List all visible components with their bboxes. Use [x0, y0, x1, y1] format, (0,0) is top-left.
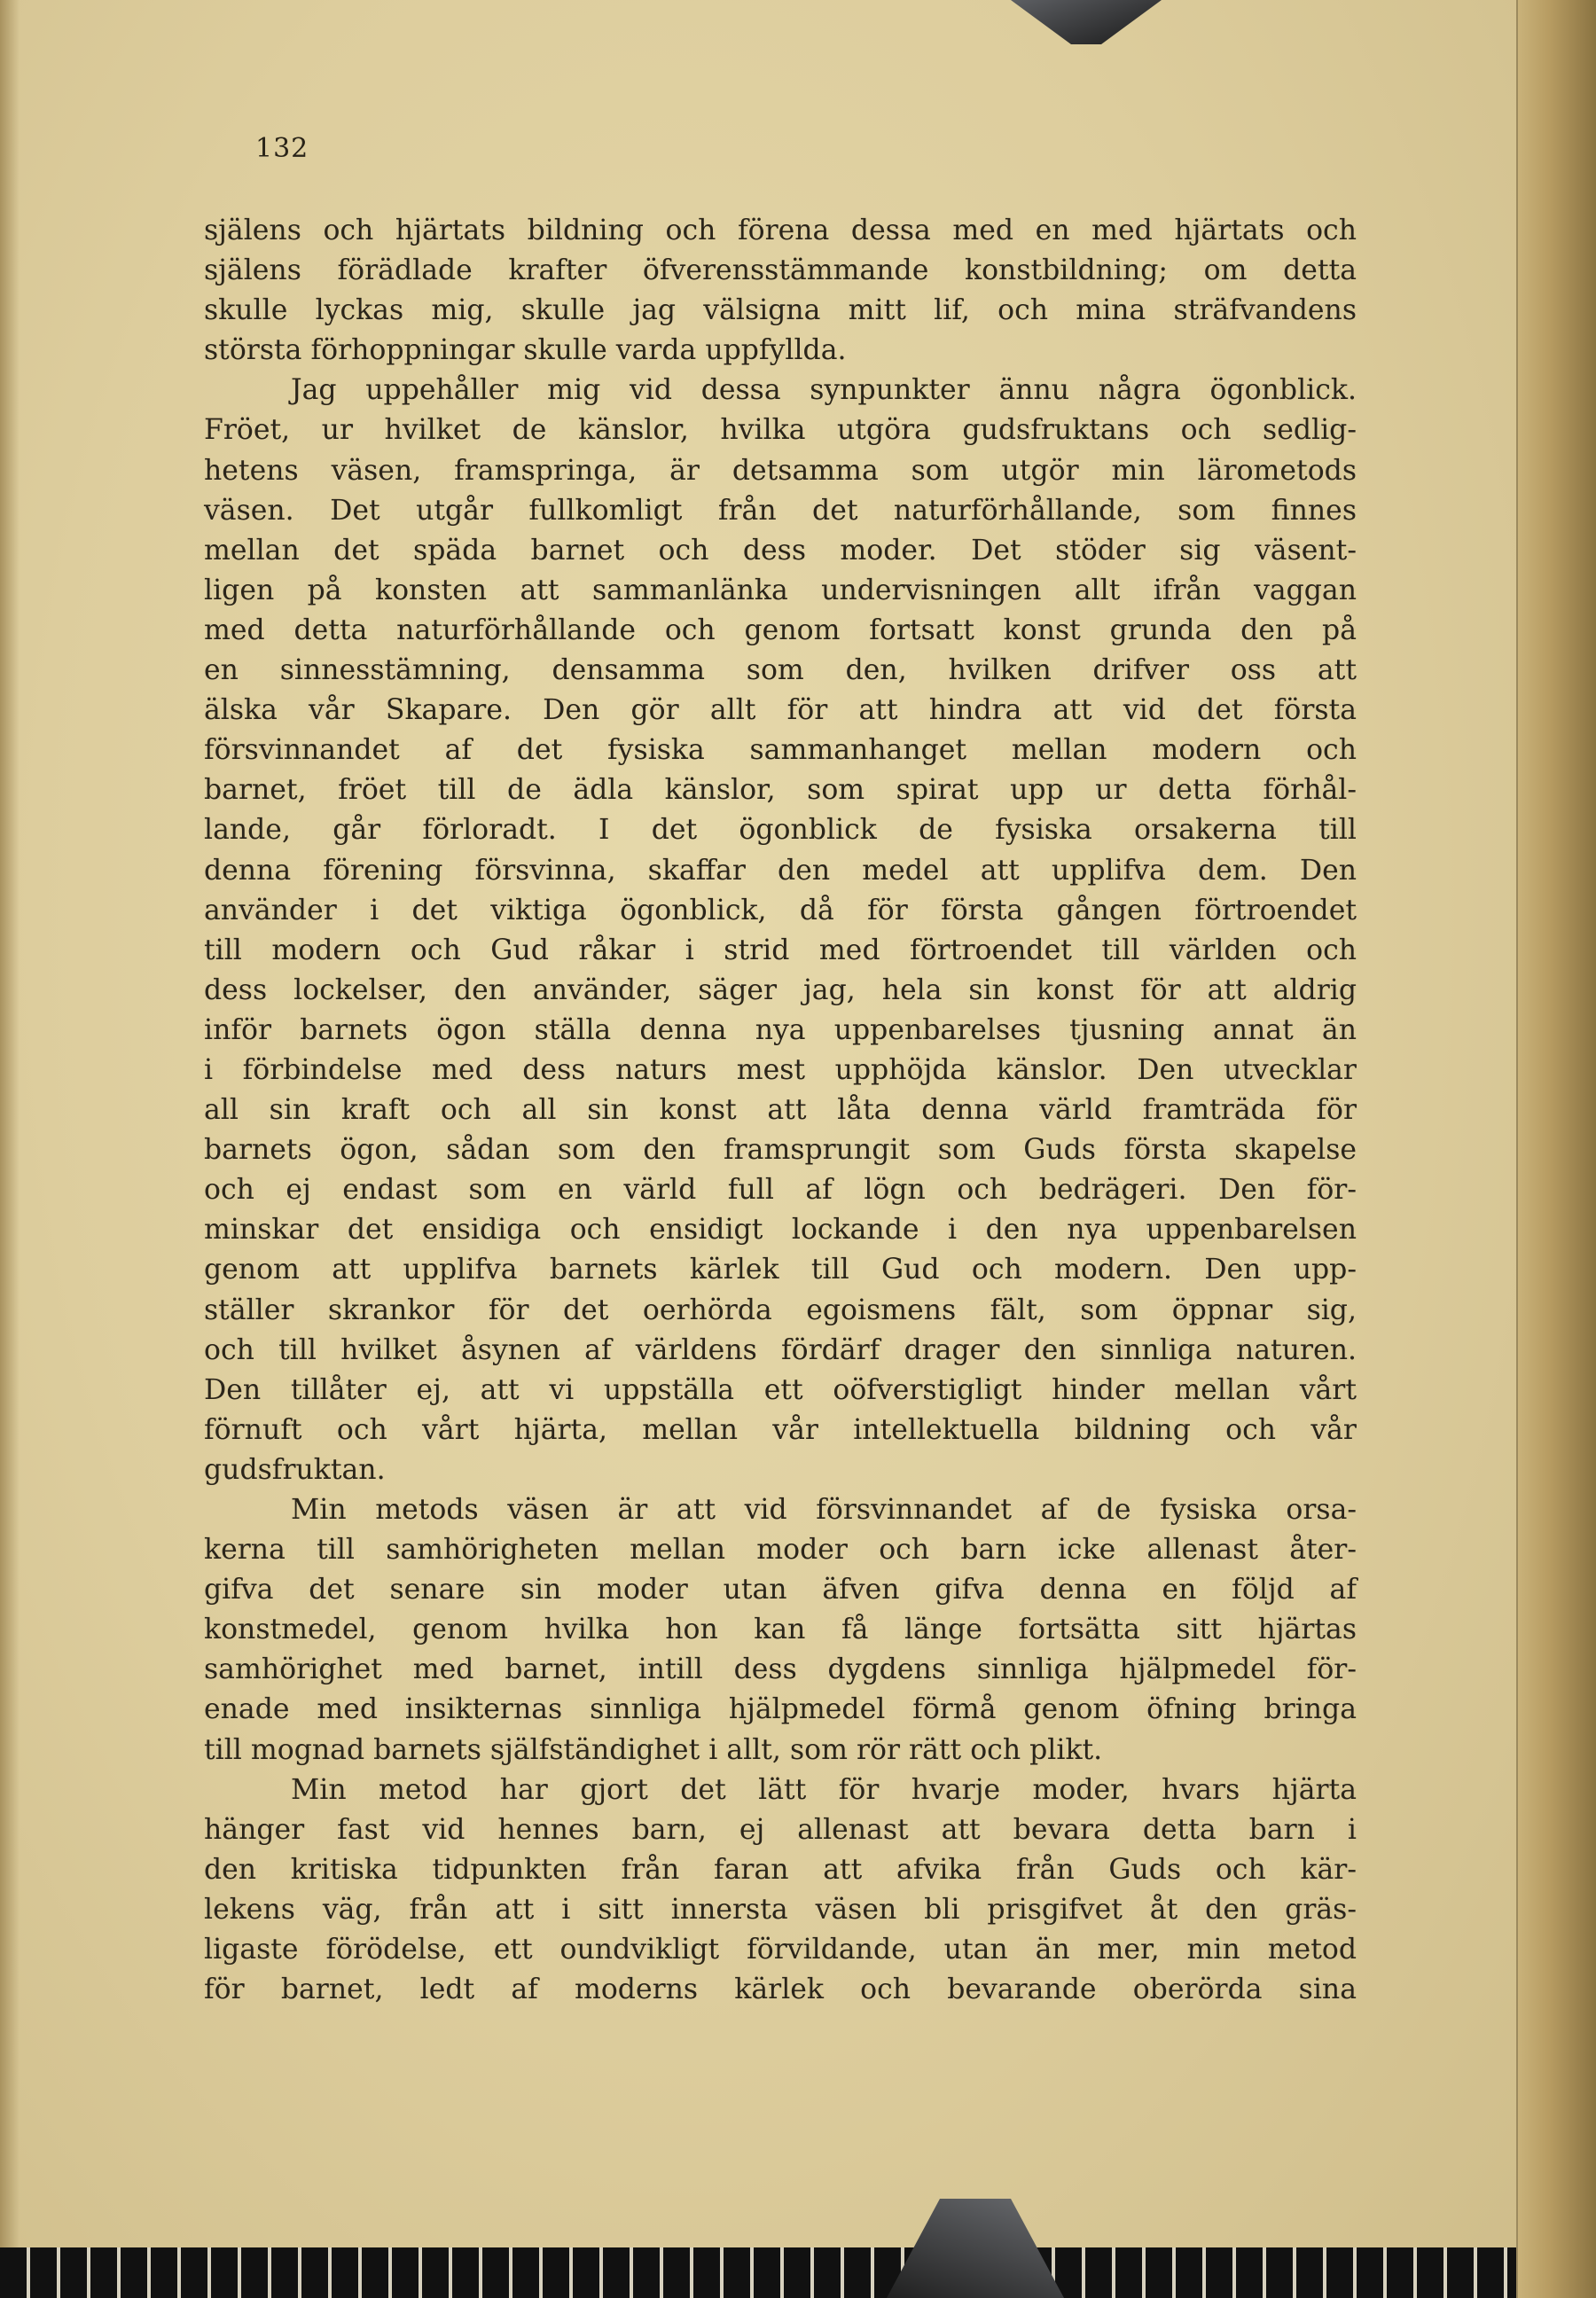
text-line: väsen. Det utgår fullkomligt från det naturförhållande, som finnes — [204, 494, 1357, 527]
text-line: en sinnesstämning, densamma som den, hvilken drifver oss att — [204, 654, 1357, 687]
text-line: ligen på konsten att sammanlänka undervisningen allt ifrån vaggan — [204, 574, 1357, 606]
text-line: försvinnandet af det fysiska sammanhanget mellan modern och — [204, 734, 1357, 767]
text-line: enade med insikternas sinnliga hjälpmedel förmå genom öfning bringa — [204, 1693, 1357, 1726]
text-line: lekens väg, från att i sitt innersta väsen bli prisgifvet åt den gräs- — [204, 1893, 1357, 1926]
page-gutter-shadow — [0, 0, 20, 2298]
text-line: mellan det späda barnet och dess moder. Det stöder sig väsent- — [204, 534, 1357, 567]
text-line: den kritiska tidpunkten från faran att afvika från Guds och kär- — [204, 1853, 1357, 1886]
text-line: älska vår Skapare. Den gör allt för att hindra att vid det första — [204, 694, 1357, 727]
scan-scale-bar — [0, 2247, 1516, 2298]
text-line: i förbindelse med dess naturs mest upphöjda känslor. Den utvecklar — [204, 1053, 1357, 1086]
text-line: kerna till samhörigheten mellan moder och barn icke allenast åter- — [204, 1534, 1357, 1567]
text-line: skulle lyckas mig, skulle jag välsigna mitt lif, och mina sträfvandens — [204, 294, 1357, 327]
text-line: samhörighet med barnet, intill dess dygdens sinnliga hjälpmedel för- — [204, 1653, 1357, 1686]
text-line: Den tillåter ej, att vi uppställa ett oöfverstigligt hinder mellan vårt — [204, 1373, 1357, 1406]
text-line: barnet, fröet till de ädla känslor, som spirat upp ur detta förhål- — [204, 774, 1357, 807]
text-line: inför barnets ögon ställa denna nya uppenbarelses tjusning annat än — [204, 1013, 1357, 1046]
text-line: till modern och Gud råkar i strid med förtroendet till världen och — [204, 934, 1357, 966]
text-line: förnuft och vårt hjärta, mellan vår intellektuella bildning och vår — [204, 1413, 1357, 1446]
text-line: konstmedel, genom hvilka hon kan få länge fortsätta sitt hjärtas — [204, 1614, 1357, 1646]
text-line: gifva det senare sin moder utan äfven gifva denna en följd af — [204, 1574, 1357, 1606]
text-line: Fröet, ur hvilket de känslor, hvilka utgöra gudsfruktans och sedlig- — [204, 414, 1357, 447]
text-line: dess lockelser, den använder, säger jag, hela sin konst för att aldrig — [204, 973, 1357, 1006]
text-line: ställer skrankor för det oerhörda egoismens fält, som öppnar sig, — [204, 1294, 1357, 1326]
text-line: hänger fast vid hennes barn, ej allenast att bevara detta barn i — [204, 1813, 1357, 1846]
text-line: största förhoppningar skulle varda uppfyllda. — [204, 334, 847, 367]
text-line: minskar det ensidiga och ensidigt lockande i den nya uppenbarelsen — [204, 1214, 1357, 1247]
text-line: ligaste förödelse, ett oundvikligt förvildande, utan än mer, min metod — [204, 1934, 1357, 1966]
text-line: och till hvilket åsynen af världens fördärf drager den sinnliga naturen. — [204, 1333, 1357, 1366]
text-line: gudsfruktan. — [204, 1453, 386, 1486]
text-line: använder i det viktiga ögonblick, då för första gången förtroendet — [204, 894, 1357, 926]
text-line: all sin kraft och all sin konst att låta denna värld framträda för — [204, 1094, 1357, 1127]
text-line: Jag uppehåller mig vid dessa synpunkter ännu några ögonblick. — [291, 374, 1357, 407]
text-line: Min metods väsen är att vid försvinnandet af de fysiska orsa- — [291, 1494, 1357, 1526]
text-line: till mognad barnets själfständighet i allt, som rör rätt och plikt. — [204, 1733, 1103, 1766]
text-line: för barnet, ledt af moderns kärlek och bevarande oberörda sina — [204, 1974, 1357, 2006]
text-line: Min metod har gjort det lätt för hvarje moder, hvars hjärta — [291, 1773, 1357, 1806]
text-line: denna förening försvinna, skaffar den medel att upplifva dem. Den — [204, 854, 1357, 887]
text-line: själens och hjärtats bildning och förena dessa med en med hjärtats och — [204, 215, 1357, 246]
page-number: 132 — [255, 133, 309, 164]
text-line: genom att upplifva barnets kärlek till Gud och modern. Den upp- — [204, 1254, 1357, 1286]
book-page-edge — [1518, 0, 1596, 2298]
text-line: med detta naturförhållande och genom fortsatt konst grunda den på — [204, 614, 1357, 646]
body-text — [204, 211, 1357, 2010]
text-line: lande, går förloradt. I det ögonblick de fysiska orsakerna till — [204, 814, 1357, 847]
text-line: och ej endast som en värld full af lögn och bedrägeri. Den för- — [204, 1174, 1357, 1207]
text-line: själens förädlade krafter öfverensstämmande konstbildning; om detta — [204, 254, 1357, 287]
text-line: barnets ögon, sådan som den framsprungit som Guds första skapelse — [204, 1134, 1357, 1167]
text-line: hetens väsen, framspringa, är detsamma som utgör min lärometods — [204, 454, 1357, 487]
